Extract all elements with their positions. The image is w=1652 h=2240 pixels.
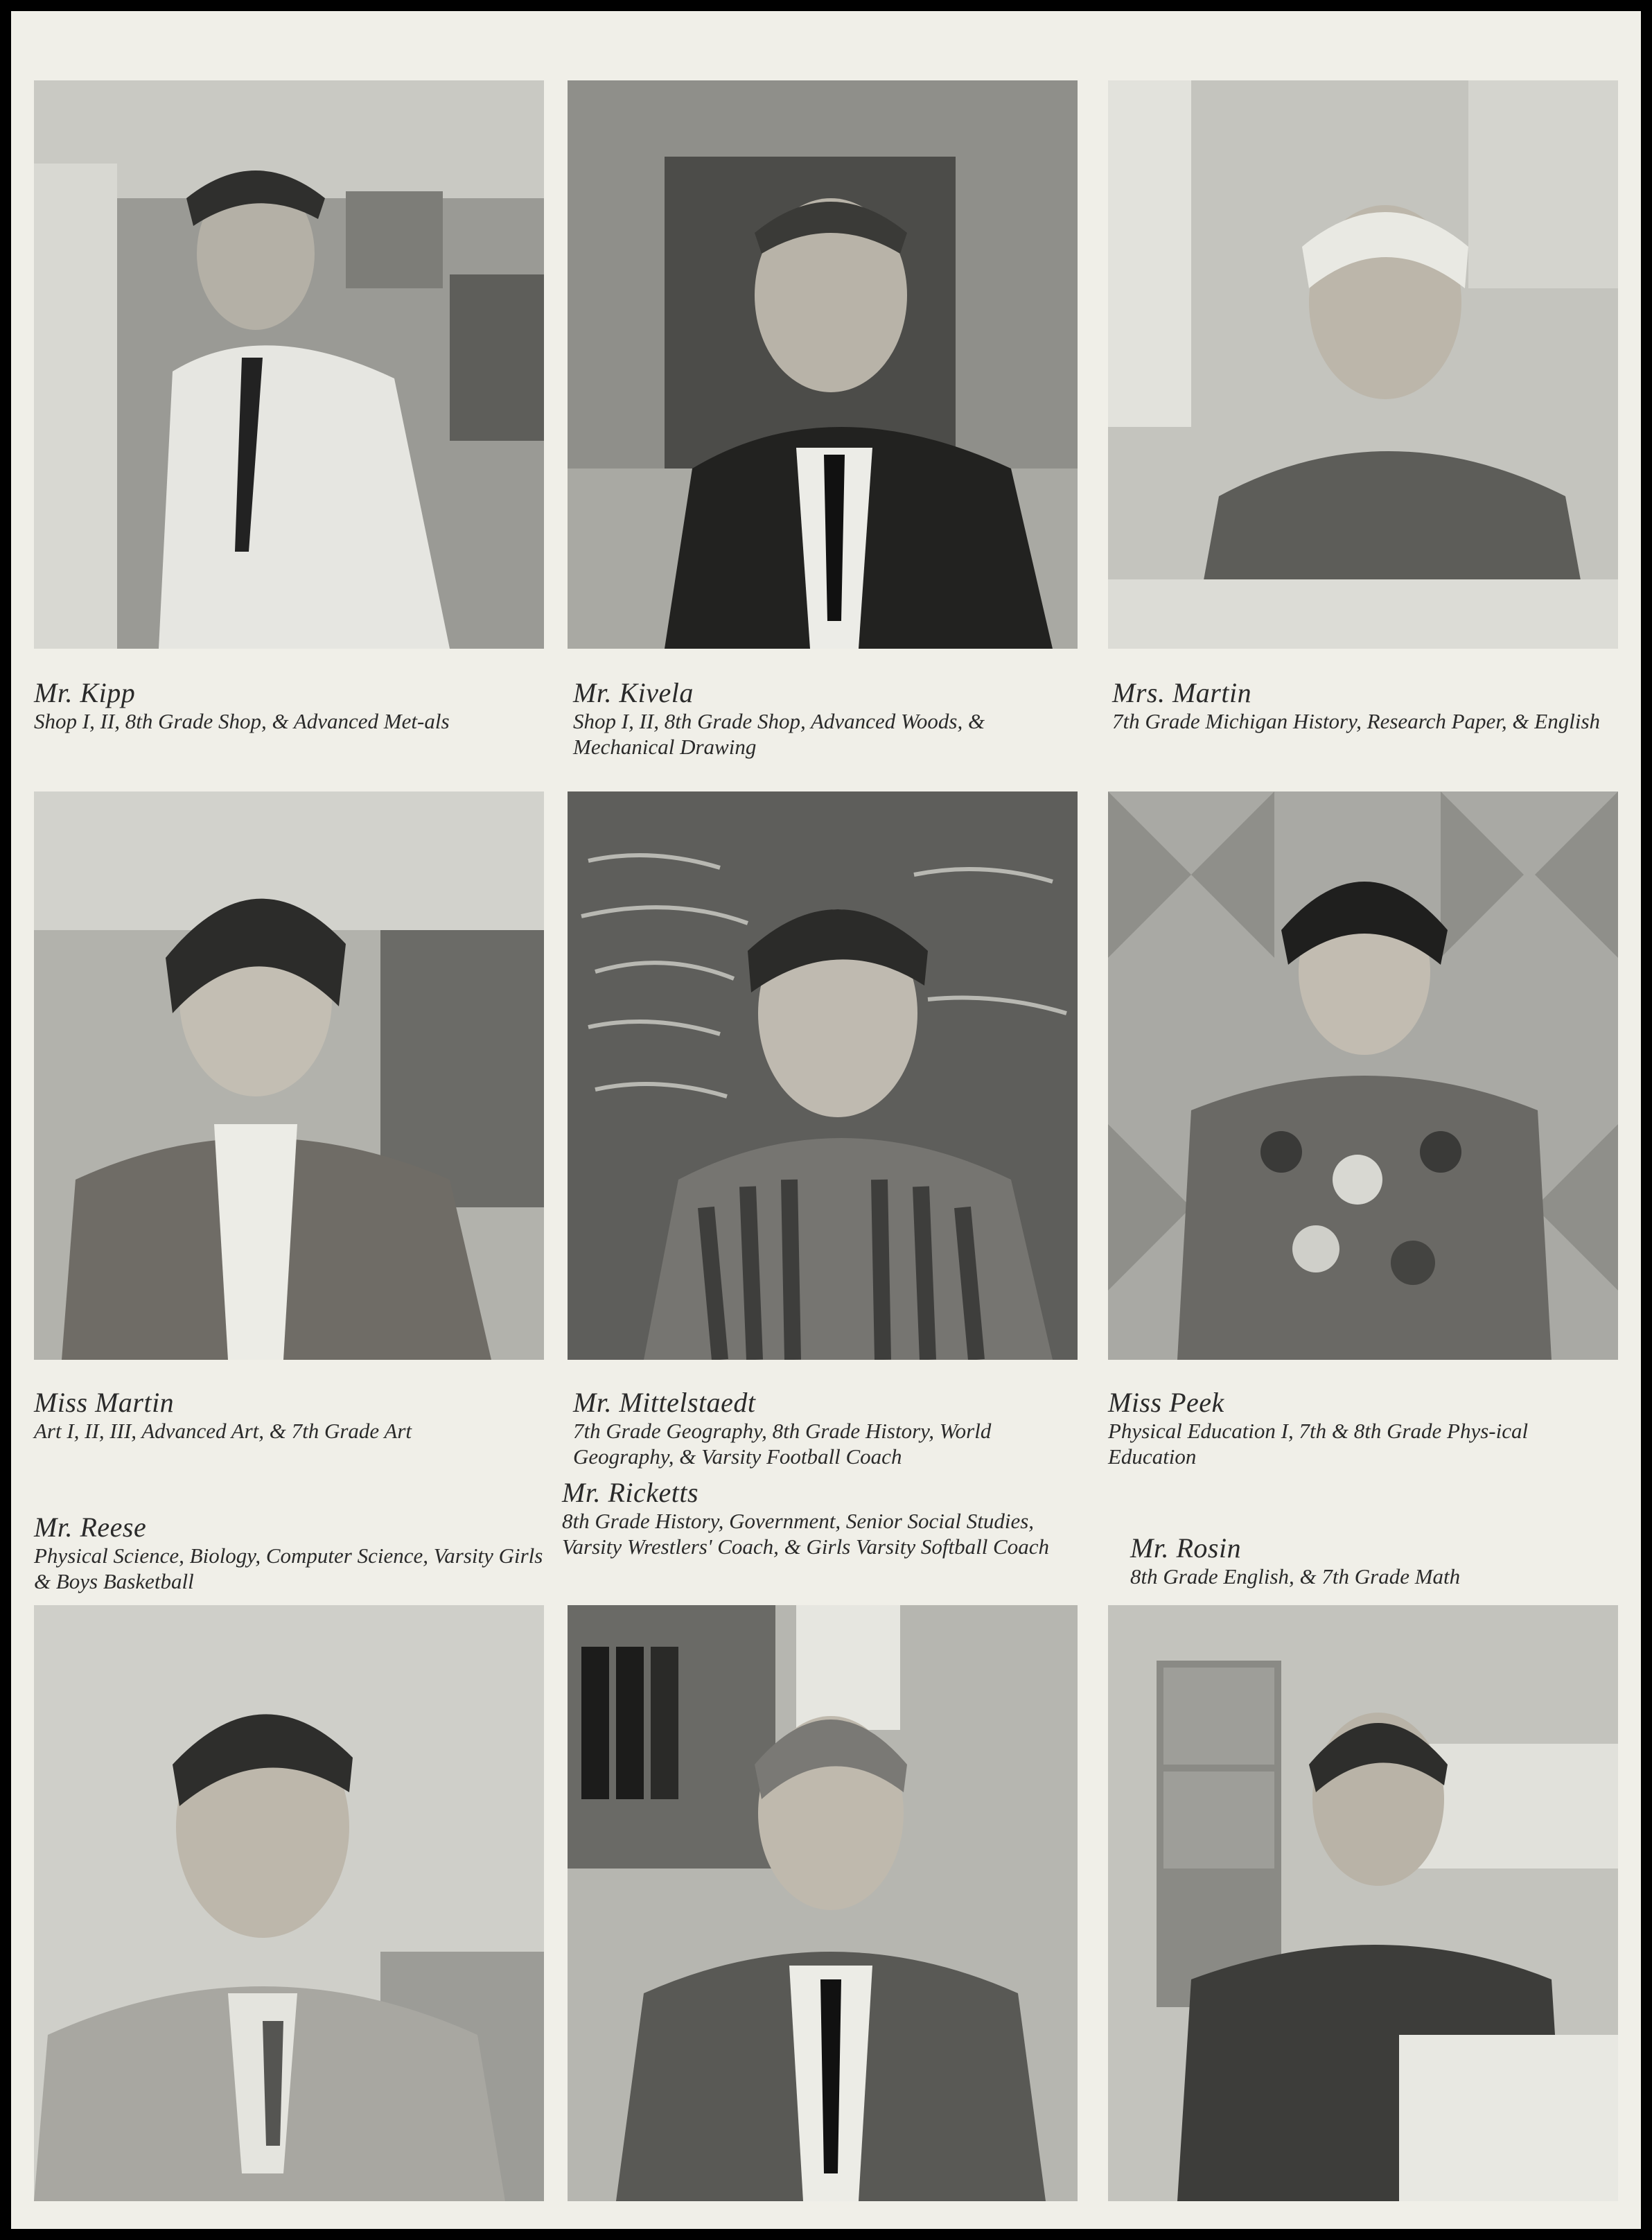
teacher-subjects: Physical Science, Biology, Computer Science, Varsity Girls & Boys Basketball <box>34 1543 543 1593</box>
yearbook-page <box>11 11 1641 2229</box>
photo-mr-mittelstaedt <box>568 791 1078 1360</box>
photo-mr-kivela <box>568 80 1078 649</box>
teacher-name: Miss Martin <box>34 1387 175 1418</box>
caption-mr-mittelstaedt <box>573 1388 1083 1469</box>
teacher-name: Mr. Mittelstaedt <box>573 1387 756 1418</box>
caption-mr-kipp <box>34 678 544 734</box>
teacher-name: Mr. Kipp <box>34 677 136 708</box>
teacher-name: Mr. Reese <box>34 1512 147 1543</box>
teacher-subjects: Shop I, II, 8th Grade Shop, & Advanced Met-als <box>34 709 450 733</box>
photo-mr-ricketts <box>568 1605 1078 2201</box>
caption-mr-rosin <box>1130 1533 1618 1589</box>
teacher-subjects: Art I, II, III, Advanced Art, & 7th Grade Art <box>34 1419 412 1443</box>
photo-miss-martin <box>34 791 544 1360</box>
caption-mr-reese <box>34 1512 544 1594</box>
caption-miss-martin <box>34 1388 544 1444</box>
teacher-name: Mr. Rosin <box>1130 1532 1242 1564</box>
photo-mr-rosin <box>1108 1605 1618 2201</box>
teacher-name: Miss Peek <box>1108 1387 1224 1418</box>
teacher-name: Mr. Ricketts <box>562 1477 699 1508</box>
teacher-subjects: 8th Grade History, Government, Senior Social Studies, Varsity Wrestlers' Coach, & Girls Varsity Softball Coach <box>562 1509 1049 1559</box>
teacher-subjects: 7th Grade Geography, 8th Grade History, World Geography, & Varsity Football Coach <box>573 1419 992 1469</box>
caption-mr-ricketts <box>562 1478 1072 1559</box>
teacher-subjects: 8th Grade English, & 7th Grade Math <box>1130 1564 1461 1589</box>
photo-mrs-martin <box>1108 80 1618 649</box>
teacher-name: Mr. Kivela <box>573 677 694 708</box>
caption-mr-kivela <box>573 678 1083 760</box>
photo-miss-peek <box>1108 791 1618 1360</box>
photo-mr-reese <box>34 1605 544 2201</box>
teacher-subjects: Physical Education I, 7th & 8th Grade Phys-ical Education <box>1108 1419 1529 1469</box>
teacher-subjects: 7th Grade Michigan History, Research Paper, & English <box>1112 709 1601 733</box>
teacher-subjects: Shop I, II, 8th Grade Shop, Advanced Woods, & Mechanical Drawing <box>573 709 985 759</box>
photo-mr-kipp <box>34 80 544 649</box>
caption-mrs-martin <box>1112 678 1622 734</box>
caption-miss-peek <box>1108 1388 1618 1469</box>
teacher-name: Mrs. Martin <box>1112 677 1252 708</box>
